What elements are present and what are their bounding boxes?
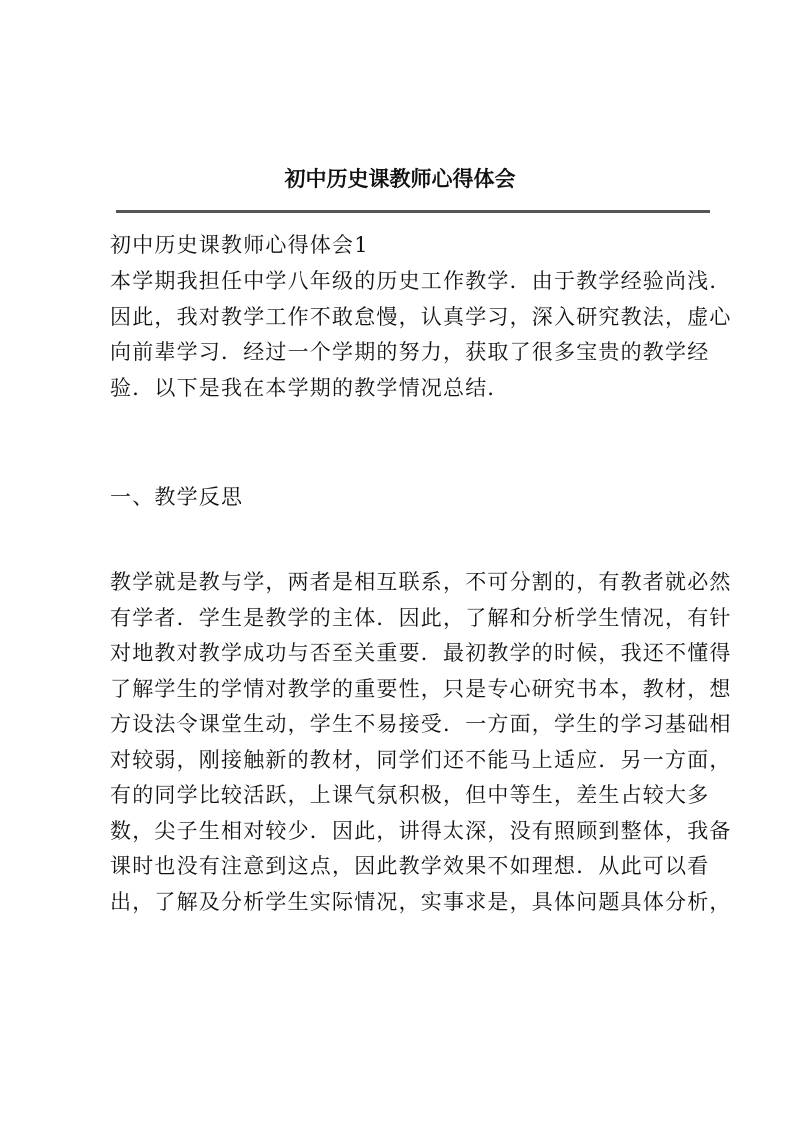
section-paragraph bbox=[110, 565, 732, 920]
paragraph-line: 向前辈学习．经过一个学期的努力，获取了很多宝贵的教学经 bbox=[110, 340, 710, 364]
paragraph-line: 方设法令课堂生动，学生不易接受．一方面，学生的学习基础相 bbox=[110, 712, 732, 736]
paragraph-line: 有的同学比较活跃，上课气氛积极，但中等生，差生占较大多 bbox=[110, 783, 710, 807]
intro-paragraph bbox=[110, 264, 732, 406]
paragraph-line: 数，尖子生相对较少．因此，讲得太深，没有照顾到整体，我备 bbox=[110, 818, 732, 843]
section-heading: 一、教学反思 bbox=[110, 485, 244, 509]
paragraph-line: 有学者．学生是教学的主体．因此，了解和分析学生情况，有针 bbox=[110, 605, 732, 630]
paragraph-line: 教学就是教与学，两者是相互联系，不可分割的，有教者就必然 bbox=[110, 570, 732, 594]
title-divider bbox=[116, 210, 710, 213]
paragraph-line: 对较弱，刚接触新的教材，同学们还不能马上适应．另一方面， bbox=[110, 747, 732, 772]
document-title: 初中历史课教师心得体会 bbox=[284, 166, 516, 191]
paragraph-line: 本学期我担任中学八年级的历史工作教学．由于教学经验尚浅． bbox=[110, 269, 732, 293]
paragraph-line: 验．以下是我在本学期的教学情况总结． bbox=[110, 375, 510, 400]
paragraph-line: 课时也没有注意到这点，因此教学效果不如理想．从此可以看 bbox=[110, 854, 710, 878]
paragraph-line: 了解学生的学情对教学的重要性，只是专心研究书本，教材，想 bbox=[110, 676, 732, 701]
section-subtitle: 初中历史课教师心得体会1 bbox=[110, 233, 369, 257]
paragraph-line: 对地教对教学成功与否至关重要．最初教学的时候，我还不懂得 bbox=[110, 641, 732, 665]
paragraph-line: 因此，我对教学工作不敢怠慢，认真学习，深入研究教法，虚心 bbox=[110, 304, 732, 329]
paragraph-line: 出，了解及分析学生实际情况，实事求是，具体问题具体分析， bbox=[110, 889, 732, 914]
